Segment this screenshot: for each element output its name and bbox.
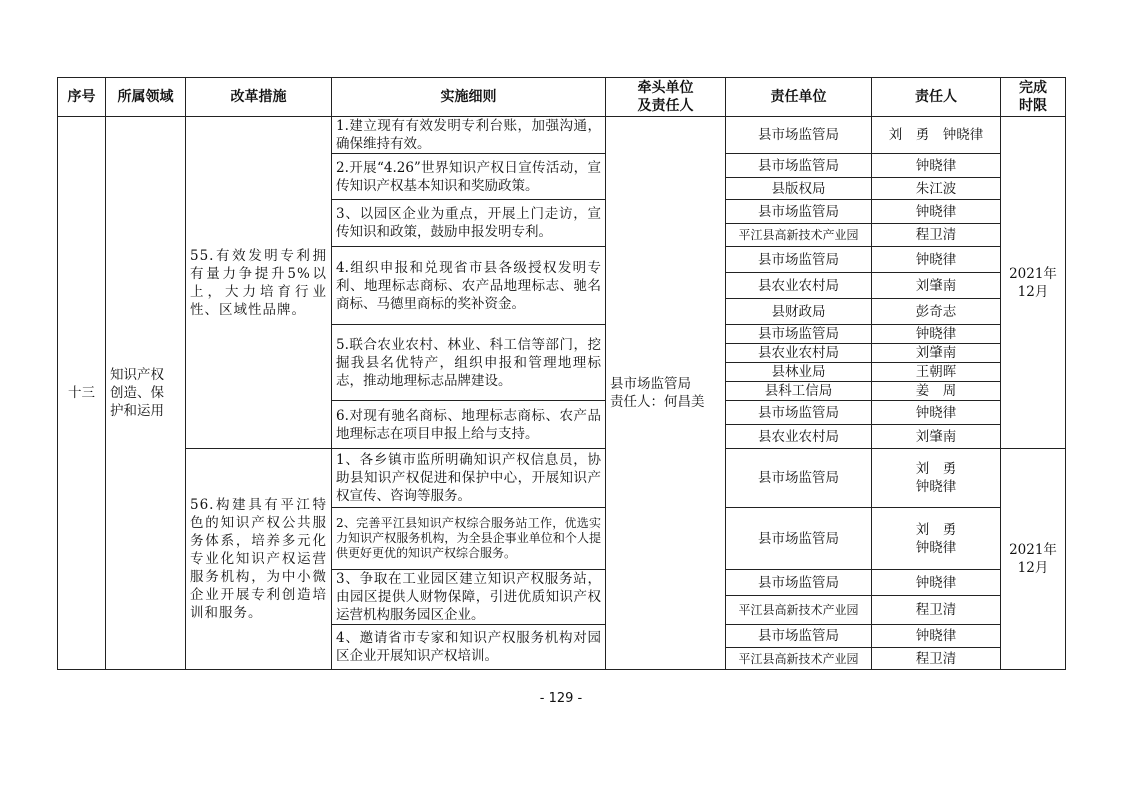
measure-56: 56.构建具有平江特色的知识产权公共服务体系，培养多元化专业化知识产权运营服务机构，为中小微企业开展专利创造培训和服务。 (186, 449, 332, 670)
person-cell: 姜 周 (872, 382, 1001, 401)
unit-cell: 平江县高新技术产业园 (726, 224, 872, 247)
header-measure: 改革措施 (186, 78, 332, 117)
header-row (58, 78, 1066, 117)
group-field-line3: 护和运用 (110, 403, 164, 419)
unit-cell: 县林业局 (726, 363, 872, 382)
measure-55: 55.有效发明专利拥有量力争提升5%以上，大力培育行业性、区域性品牌。 (186, 117, 332, 449)
person-cell: 刘肇南 (872, 344, 1001, 363)
person-cell (872, 449, 1001, 508)
unit-cell: 县科工信局 (726, 382, 872, 401)
person-cell: 钟晓律 (872, 401, 1001, 425)
deadline-55 (1001, 117, 1066, 449)
deadline-55-line1: 2021年 (1009, 265, 1057, 282)
deadline-56-line1: 2021年 (1009, 542, 1057, 558)
detail-5: 5.联合农业农村、林业、科工信等部门，挖掘我县名优特产，组织申报和管理地理标志，推动地理标志品牌建设。 (332, 325, 606, 401)
detail-10: 4、邀请省市专家和知识产权服务机构对园区企业开展知识产权培训。 (332, 625, 606, 670)
unit-cell: 县财政局 (726, 299, 872, 325)
table-row (58, 449, 1066, 508)
detail-2: 2.开展“4.26”世界知识产权日宣传活动，宣传知识产权基本知识和奖励政策。 (332, 154, 606, 200)
unit-cell: 县市场监管局 (726, 401, 872, 425)
person-cell: 朱江波 (872, 178, 1001, 200)
person-cell: 程卫清 (872, 224, 1001, 247)
page-number: - 129 - (539, 691, 583, 706)
person-cell: 彭奇志 (872, 299, 1001, 325)
deadline-56 (1001, 449, 1066, 670)
group-field (106, 117, 186, 670)
unit-cell: 县市场监管局 (726, 154, 872, 178)
unit-cell: 县市场监管局 (726, 247, 872, 273)
person-line2: 钟晓律 (915, 539, 957, 556)
unit-cell: 县市场监管局 (726, 117, 872, 154)
person-line2: 钟晓律 (915, 479, 957, 495)
unit-cell: 县农业农村局 (726, 344, 872, 363)
unit-cell: 县市场监管局 (726, 449, 872, 508)
header-deadline-line1: 完成 (1019, 80, 1047, 96)
header-person: 责任人 (872, 78, 1001, 117)
person-cell: 刘 勇 钟晓律 (872, 117, 1001, 154)
detail-9: 3、争取在工业园区建立知识产权服务站，由园区提供人财物保障，引进优质知识产权运营机构服务园区企业。 (332, 570, 606, 625)
person-cell: 钟晓律 (872, 570, 1001, 596)
deadline-55-line2: 12月 (1017, 283, 1049, 300)
unit-cell: 县版权局 (726, 178, 872, 200)
person-cell: 程卫清 (872, 648, 1001, 670)
detail-7: 1、各乡镇市监所明确知识产权信息员，协助县知识产权促进和保护中心，开展知识产权宣传、咨询等服务。 (332, 449, 606, 508)
group-seq: 十三 (58, 117, 106, 670)
person-line1: 刘 勇 (915, 461, 957, 477)
detail-3: 3、以园区企业为重点，开展上门走访，宣传知识和政策，鼓励申报发明专利。 (332, 200, 606, 247)
lead-unit-line1: 县市场监管局 (610, 376, 691, 392)
detail-4: 4.组织申报和兑现省市县各级授权发明专利、地理标志商标、农产品地理标志、驰名商标、马德里商标的奖补资金。 (332, 247, 606, 325)
person-cell: 钟晓律 (872, 325, 1001, 344)
lead-unit (606, 117, 726, 670)
header-detail: 实施细则 (332, 78, 606, 117)
group-field-line1: 知识产权 (110, 367, 164, 383)
unit-cell: 县市场监管局 (726, 508, 872, 570)
person-cell: 钟晓律 (872, 247, 1001, 273)
header-unit: 责任单位 (726, 78, 872, 117)
unit-cell: 县市场监管局 (726, 325, 872, 344)
header-lead-line1: 牵头单位 (637, 80, 694, 96)
unit-cell: 县农业农村局 (726, 425, 872, 449)
person-cell: 钟晓律 (872, 154, 1001, 178)
table-row (58, 117, 1066, 154)
unit-cell: 县农业农村局 (726, 273, 872, 299)
detail-8: 2、完善平江县知识产权综合服务站工作，优选实力知识产权服务机构，为全县企事业单位和个人提供更好更优的知识产权综合服务。 (332, 508, 606, 570)
unit-cell: 县市场监管局 (726, 570, 872, 596)
detail-1: 1.建立现有有效发明专利台账，加强沟通，确保维持有效。 (332, 117, 606, 154)
person-cell: 刘肇南 (872, 273, 1001, 299)
unit-cell: 县市场监管局 (726, 200, 872, 224)
header-field: 所属领域 (106, 78, 186, 117)
header-deadline (1001, 78, 1066, 117)
header-lead-line2: 及责任人 (637, 98, 694, 114)
detail-6: 6.对现有驰名商标、地理标志商标、农产品地理标志在项目申报上给与支持。 (332, 401, 606, 449)
unit-cell: 平江县高新技术产业园 (726, 596, 872, 625)
person-cell: 程卫清 (872, 596, 1001, 625)
header-deadline-line2: 时限 (1019, 98, 1047, 114)
person-cell: 王朝晖 (872, 363, 1001, 382)
person-cell: 刘肇南 (872, 425, 1001, 449)
lead-unit-line2: 责任人：何昌美 (610, 394, 705, 410)
unit-cell: 平江县高新技术产业园 (726, 648, 872, 670)
header-seq: 序号 (58, 78, 106, 117)
group-field-line2: 创造、保 (110, 385, 164, 401)
reform-table (57, 77, 1066, 670)
deadline-56-line2: 12月 (1017, 560, 1049, 576)
person-line1: 刘 勇 (915, 521, 957, 538)
person-cell: 钟晓律 (872, 200, 1001, 224)
header-lead (606, 78, 726, 117)
person-cell: 钟晓律 (872, 625, 1001, 648)
person-cell (872, 508, 1001, 570)
unit-cell: 县市场监管局 (726, 625, 872, 648)
